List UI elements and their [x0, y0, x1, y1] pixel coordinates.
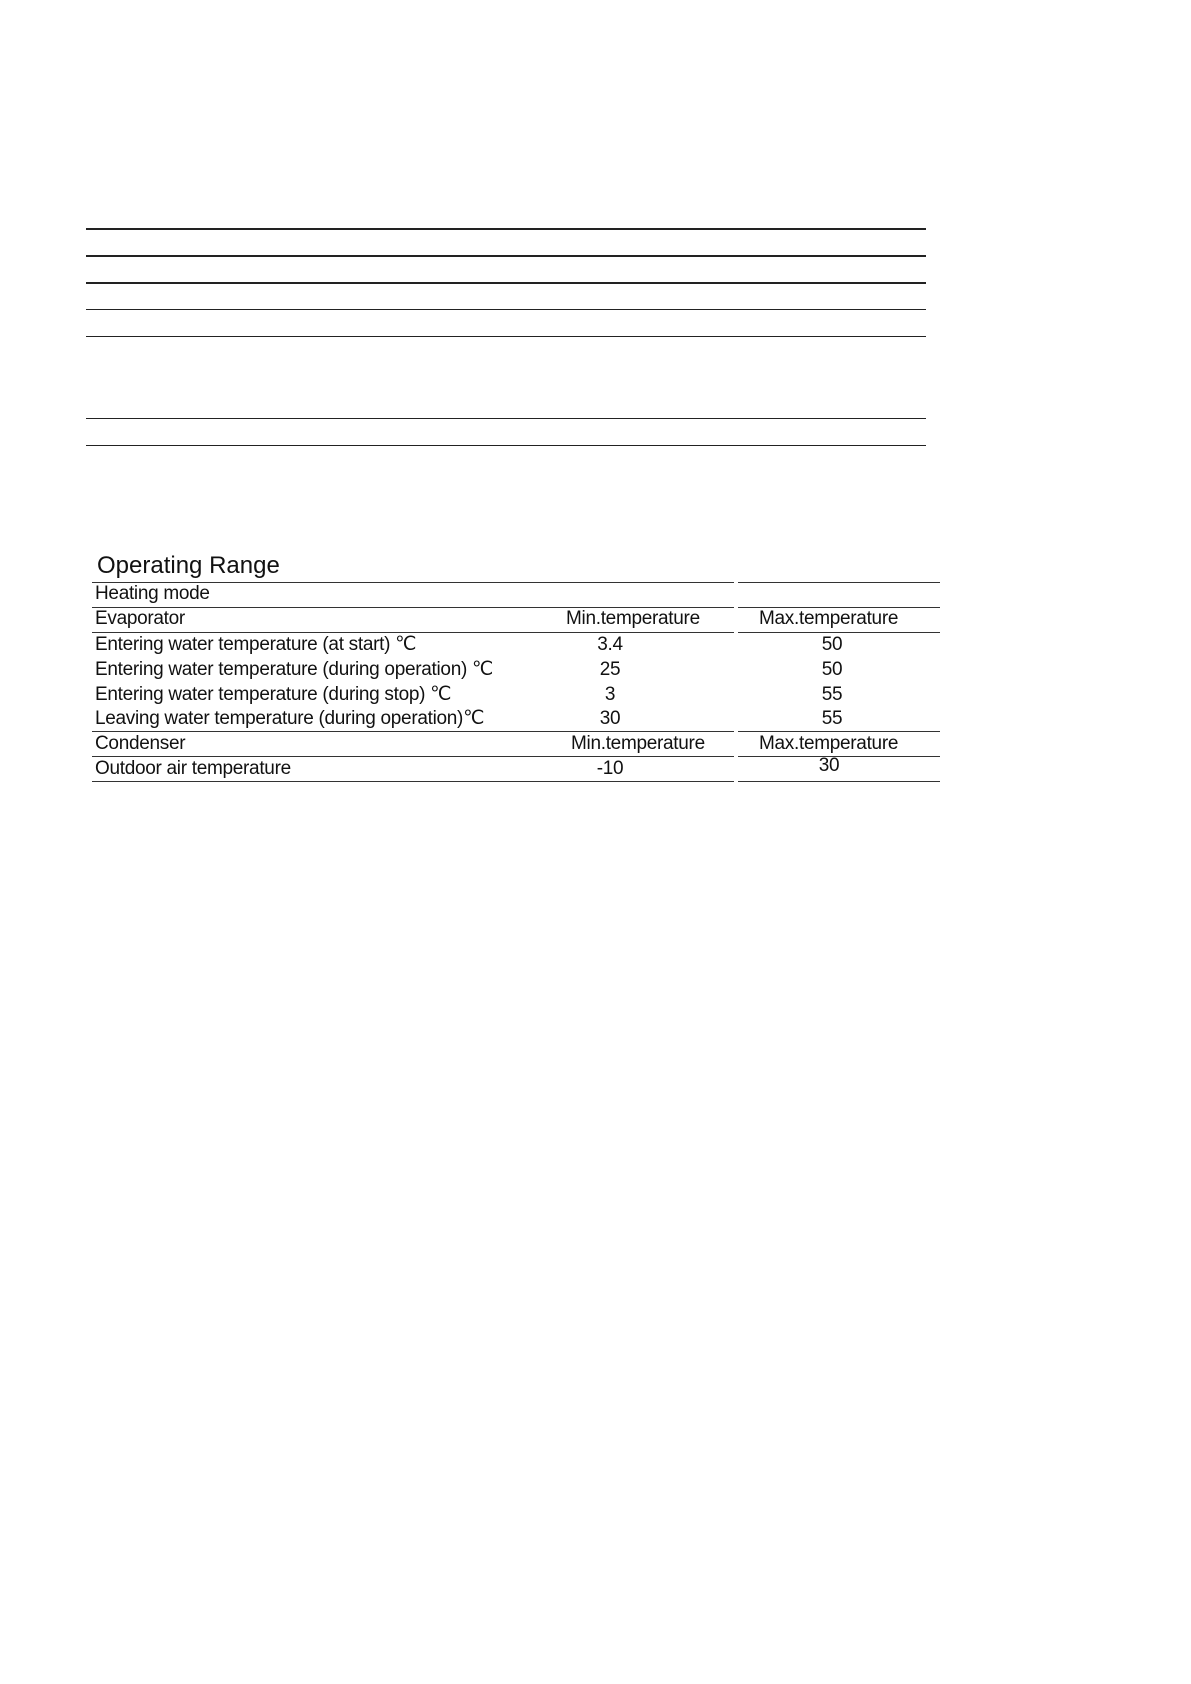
table-rule [92, 781, 734, 782]
min-temperature-header: Min.temperature [566, 608, 700, 629]
row-label: Leaving water temperature (during operation)℃ [95, 708, 485, 729]
table-rule [92, 632, 734, 633]
table-rule [738, 632, 940, 633]
min-temperature-header: Min.temperature [571, 733, 705, 754]
table-rule [738, 731, 940, 732]
row-min-value: 30 [599, 708, 621, 729]
row-max-value: 55 [821, 684, 843, 705]
table-rule [738, 582, 940, 583]
row-max-value: 55 [821, 708, 843, 729]
row-max-value: 50 [821, 659, 843, 680]
row-label: Entering water temperature (at start) ℃ [95, 634, 417, 655]
row-min-value: 25 [599, 659, 621, 680]
table-rule [738, 781, 940, 782]
empty-ruled-table [86, 228, 926, 448]
row-min-value: -10 [596, 758, 624, 779]
row-label: Entering water temperature (during operation) ℃ [95, 659, 494, 680]
table-rule [92, 756, 734, 757]
row-min-value: 3 [604, 684, 616, 705]
table-rule [86, 255, 926, 257]
section-name-evaporator: Evaporator [95, 608, 185, 629]
row-max-value: 50 [821, 634, 843, 655]
table-rule [86, 282, 926, 284]
table-rule [86, 336, 926, 337]
max-temperature-header: Max.temperature [759, 733, 899, 754]
row-max-value: 30 [818, 755, 840, 776]
table-rule [86, 228, 926, 230]
table-rule [86, 309, 926, 310]
operating-range-table [92, 550, 940, 785]
table-title: Operating Range [97, 552, 280, 579]
row-min-value: 3.4 [597, 634, 623, 655]
row-label: Outdoor air temperature [95, 758, 291, 779]
max-temperature-header: Max.temperature [759, 608, 899, 629]
mode-label: Heating mode [95, 583, 210, 604]
table-rule [86, 418, 926, 419]
row-label: Entering water temperature (during stop) ℃ [95, 684, 452, 705]
section-name-condenser: Condenser [95, 733, 186, 754]
table-rule [86, 445, 926, 446]
table-rule [92, 731, 734, 732]
